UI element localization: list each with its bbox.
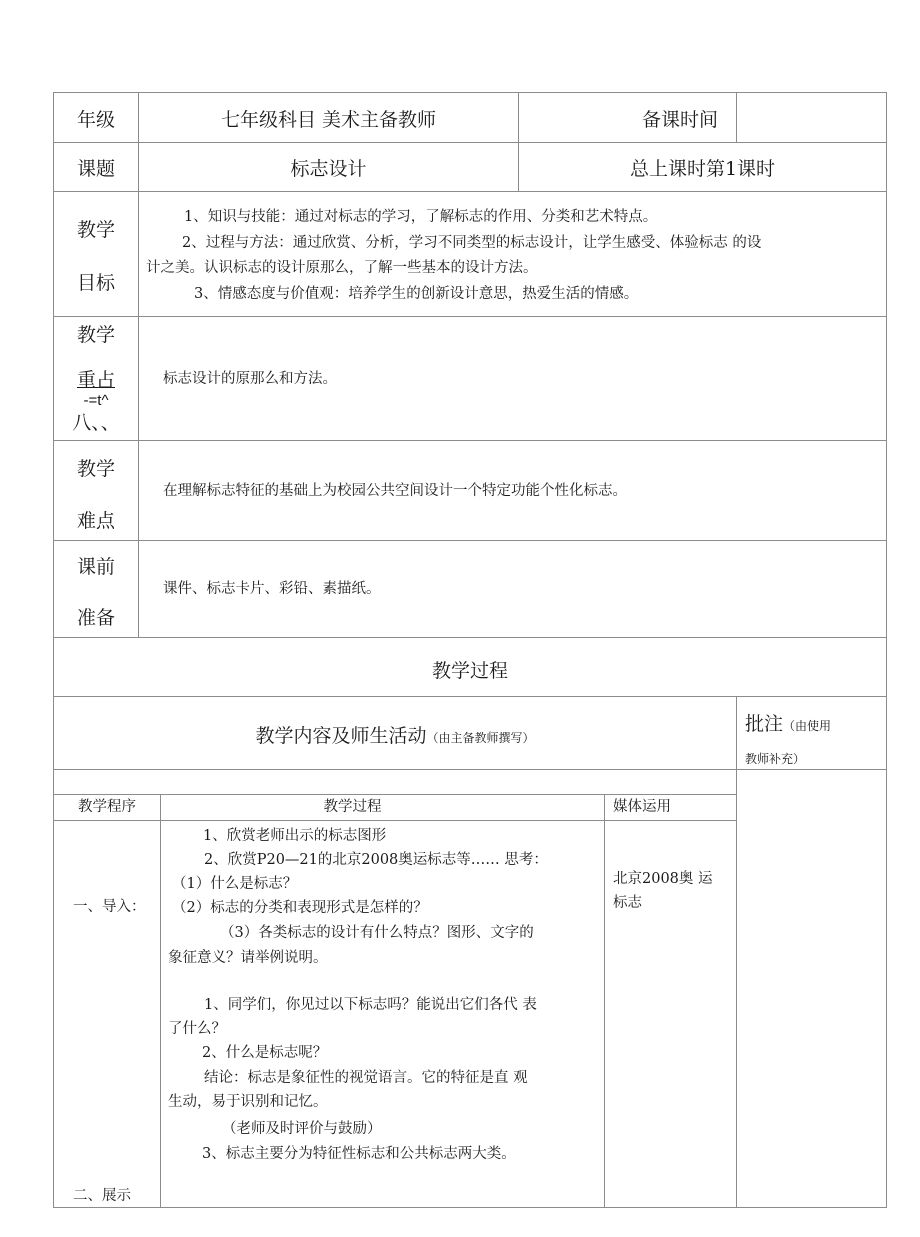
table-border-bottom [53, 1207, 887, 1208]
col-divider [736, 92, 737, 142]
prep-time-label: 备课时间 [642, 109, 719, 131]
preparation-label-line1: 课前 [76, 556, 115, 578]
difficulties-label-line1: 教学 [76, 458, 115, 480]
preparation-label-line2: 准备 [76, 607, 115, 629]
period-value: 总上课时第1课时 [629, 158, 776, 180]
row-divider [53, 191, 887, 192]
key-points-label-line1: 教学 [76, 324, 115, 346]
row-divider [53, 440, 887, 441]
preparation-content: 课件、标志卡片、彩铅、素描纸。 [163, 581, 381, 597]
process-title: 教学过程 [431, 660, 508, 682]
row-divider [53, 820, 736, 821]
key-points-label-line3: -=t^ [83, 392, 109, 409]
table-border-right [886, 92, 887, 1208]
key-points-label-line4: 八、、 [72, 412, 120, 434]
process-line: （老师及时评价与鼓励） [222, 1121, 382, 1137]
media-intro-line2: 标志 [613, 895, 642, 911]
difficulties-content: 在理解标志特征的基础上为校园公共空间设计一个特定功能个性化标志。 [163, 483, 627, 499]
topic-value: 标志设计 [290, 158, 367, 180]
objective-item: 3、情感态度与价值观：培养学生的创新设计意思，热爱生活的情感。 [194, 286, 639, 302]
difficulties-label-line2: 难点 [76, 510, 115, 532]
process-line: （3）各类标志的设计有什么特点？图形、文字的 [220, 925, 534, 941]
col-header-media: 媒体运用 [613, 799, 671, 815]
process-line: 1、欣赏老师出示的标志图形 [203, 828, 387, 844]
notes-heading [745, 709, 831, 736]
row-divider [53, 696, 887, 697]
process-line: （2）标志的分类和表现形式是怎样的？ [172, 900, 428, 916]
key-points-label-line2: 重占 [76, 369, 115, 391]
row-divider [53, 637, 887, 638]
process-line: 2、欣赏P20—21的北京2008奥运标志等…… 思考： [204, 852, 548, 868]
grade-subject-teacher: 七年级科目 美术主备教师 [220, 109, 437, 131]
col-divider [160, 794, 161, 1208]
objective-item: 2、过程与方法：通过欣赏、分析，学习不同类型的标志设计，让学生感受、体验标志 的设 [182, 235, 762, 251]
process-line: 3、标志主要分为特征性标志和公共标志两大类。 [202, 1146, 516, 1162]
table-border-top [53, 92, 887, 93]
objectives-label-line1: 教学 [76, 219, 115, 241]
content-heading-text: 教学内容及师生活动 [255, 725, 427, 747]
process-line: 2、什么是标志呢？ [202, 1045, 328, 1061]
objective-item: 1、知识与技能：通过对标志的学习，了解标志的作用、分类和艺术特点。 [184, 209, 658, 225]
objective-item: 计之美。认识标志的设计原那么，了解一些基本的设计方法。 [146, 260, 538, 276]
notes-heading-text: 批注 [745, 713, 784, 735]
process-line: （1）什么是标志？ [172, 876, 298, 892]
process-line: 生动，易于识别和记忆。 [168, 1094, 328, 1110]
process-line: 象征意义？请举例说明。 [168, 950, 328, 966]
objectives-label-line2: 目标 [76, 272, 115, 294]
process-line: 了什么？ [168, 1021, 226, 1037]
media-intro-line1: 北京2008奥 运 [613, 871, 713, 887]
row-divider [53, 540, 887, 541]
process-line: 结论：标志是象征性的视觉语言。它的特征是直 观 [204, 1070, 528, 1086]
content-heading [54, 721, 736, 748]
content-heading-note: （由主备教师撰写） [426, 731, 535, 745]
procedure-step-display: 二、展示 [73, 1188, 131, 1204]
grade-label: 年级 [76, 109, 115, 131]
col-header-process: 教学过程 [323, 799, 382, 815]
col-header-procedure: 教学程序 [78, 799, 136, 815]
row-divider [53, 142, 887, 143]
row-divider [53, 316, 887, 317]
process-line: 1、同学们，你见过以下标志吗？能说出它们各代 表 [204, 997, 537, 1013]
notes-area[interactable] [737, 770, 886, 1207]
notes-heading-note-cont: 教师补充） [745, 752, 806, 766]
notes-heading-note: （由使用 [783, 719, 832, 733]
table-border-left [53, 92, 54, 1208]
key-points-content: 标志设计的原那么和方法。 [163, 371, 337, 387]
topic-label: 课题 [76, 158, 115, 180]
procedure-step-intro: 一、导入： [73, 899, 146, 915]
col-divider [604, 794, 605, 1208]
